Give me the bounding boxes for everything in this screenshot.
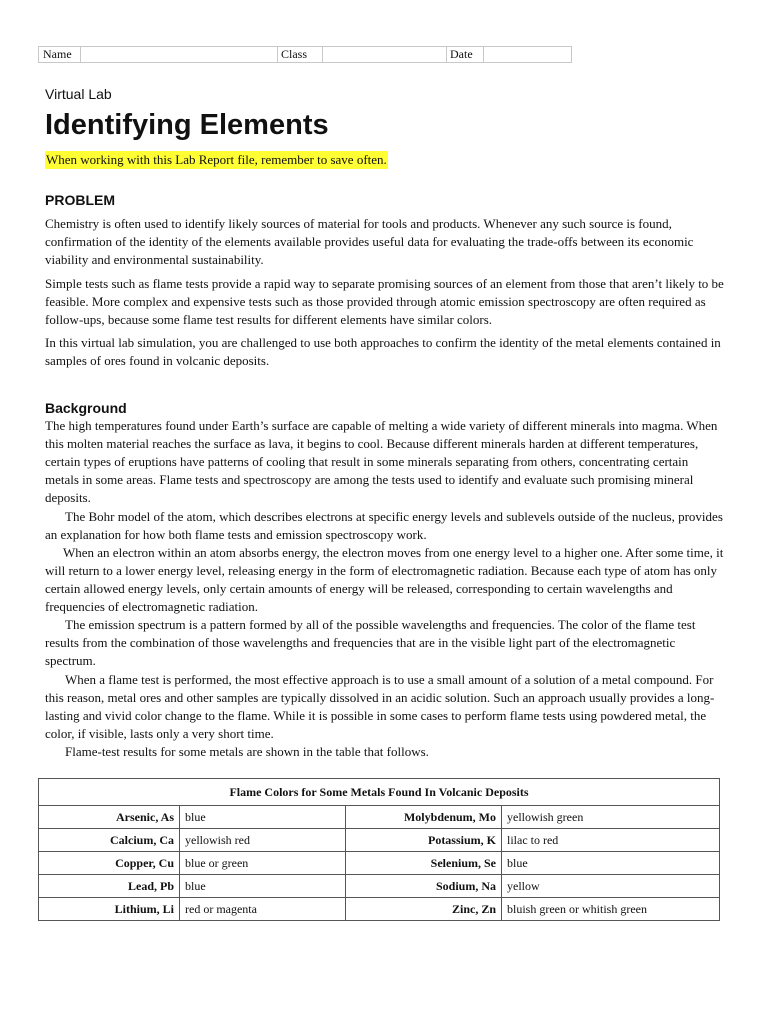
table-row <box>39 898 720 921</box>
problem-heading: PROBLEM <box>45 192 115 208</box>
color-cell: yellowish red <box>180 829 346 852</box>
color-cell: lilac to red <box>502 829 720 852</box>
background-paragraph: The Bohr model of the atom, which describes electrons at specific energy levels and sublevels outside of the nucleus, provides an explanation for how both flame tests and emission spectroscopy work. <box>45 509 723 542</box>
table-row <box>39 806 720 829</box>
problem-paragraph: Simple tests such as flame tests provide a rapid way to separate promising sources of an element from those that aren’t likely to be feasible. More complex and expensive tests such as those provided through atomic emission spectroscopy are often required as follow-ups, because some flame test results for different elements have similar colors. <box>45 276 724 327</box>
background-paragraph: When an electron within an atom absorbs energy, the electron moves from one energy level to a higher one. After some time, it will return to a lower energy level, releasing energy in the form of electromagnetic radiation. Because each type of atom has only certain allowed energy levels, only certain amounts of energy will be released, corresponding to certain wavelengths and frequencies of electromagnetic radiation. <box>45 545 724 614</box>
color-cell: blue <box>180 875 346 898</box>
background-heading: Background <box>45 400 127 416</box>
table-row <box>39 829 720 852</box>
metal-cell: Lead, Pb <box>39 875 180 898</box>
metal-cell: Molybdenum, Mo <box>346 806 502 829</box>
color-cell: blue or green <box>180 852 346 875</box>
problem-paragraph: Chemistry is often used to identify likely sources of material for tools and products. Whenever any such source is found, confirmation of the identity of the elements available provides useful data for evaluating the trade-offs between its economic viability and environmental sustainability. <box>45 216 694 267</box>
color-cell: yellowish green <box>502 806 720 829</box>
student-info-header <box>38 46 572 63</box>
page-title: Identifying Elements <box>45 109 329 141</box>
lab-subtitle: Virtual Lab <box>45 86 112 102</box>
color-cell: red or magenta <box>180 898 346 921</box>
flame-colors-table <box>38 778 720 921</box>
class-field[interactable] <box>323 47 447 62</box>
name-field[interactable] <box>81 47 278 62</box>
metal-cell: Selenium, Se <box>346 852 502 875</box>
metal-cell: Arsenic, As <box>39 806 180 829</box>
color-cell: blue <box>502 852 720 875</box>
name-label: Name <box>39 47 81 62</box>
color-cell: yellow <box>502 875 720 898</box>
metal-cell: Sodium, Na <box>346 875 502 898</box>
date-label: Date <box>446 47 484 62</box>
problem-paragraph: In this virtual lab simulation, you are challenged to use both approaches to confirm the identity of the metal elements contained in samples of ores found in volcanic deposits. <box>45 335 721 368</box>
background-paragraph: Flame-test results for some metals are shown in the table that follows. <box>65 744 429 759</box>
background-paragraph: The high temperatures found under Earth’s surface are capable of melting a wide variety of different minerals into magma. When this molten material reaches the surface as lava, it begins to cool. Because different minerals harden at different temperatures, certain types of eruptions have patterns of cooling that result in some minerals separating from others, concentrating certain metals in some areas. Flame tests and spectroscopy are among the tests used to identify and evaluate such promising mineral deposits. <box>45 418 718 505</box>
table-title: Flame Colors for Some Metals Found In Volcanic Deposits <box>39 779 720 806</box>
color-cell: blue <box>180 806 346 829</box>
metal-cell: Copper, Cu <box>39 852 180 875</box>
class-label: Class <box>277 47 323 62</box>
background-paragraph: When a flame test is performed, the most effective approach is to use a small amount of a solution of a metal compound. For this reason, metal ores and other samples are typically dissolved in an acidic solution. Such an approach usually provides a long-lasting and vivid color change to the flame. While it is possible in some cases to perform flame tests using powdered metal, the color, if visible, lasts only a very short time. <box>45 672 715 741</box>
table-row <box>39 852 720 875</box>
date-field[interactable] <box>484 47 571 62</box>
table-row <box>39 875 720 898</box>
metal-cell: Lithium, Li <box>39 898 180 921</box>
metal-cell: Potassium, K <box>346 829 502 852</box>
color-cell: bluish green or whitish green <box>502 898 720 921</box>
metal-cell: Calcium, Ca <box>39 829 180 852</box>
background-paragraph: The emission spectrum is a pattern formed by all of the possible wavelengths and frequencies. The color of the flame test results from the combination of those wavelengths and frequencies that are in the visible light part of the electromagnetic spectrum. <box>45 617 696 668</box>
save-reminder-note: When working with this Lab Report file, remember to save often. <box>46 152 387 167</box>
metal-cell: Zinc, Zn <box>346 898 502 921</box>
